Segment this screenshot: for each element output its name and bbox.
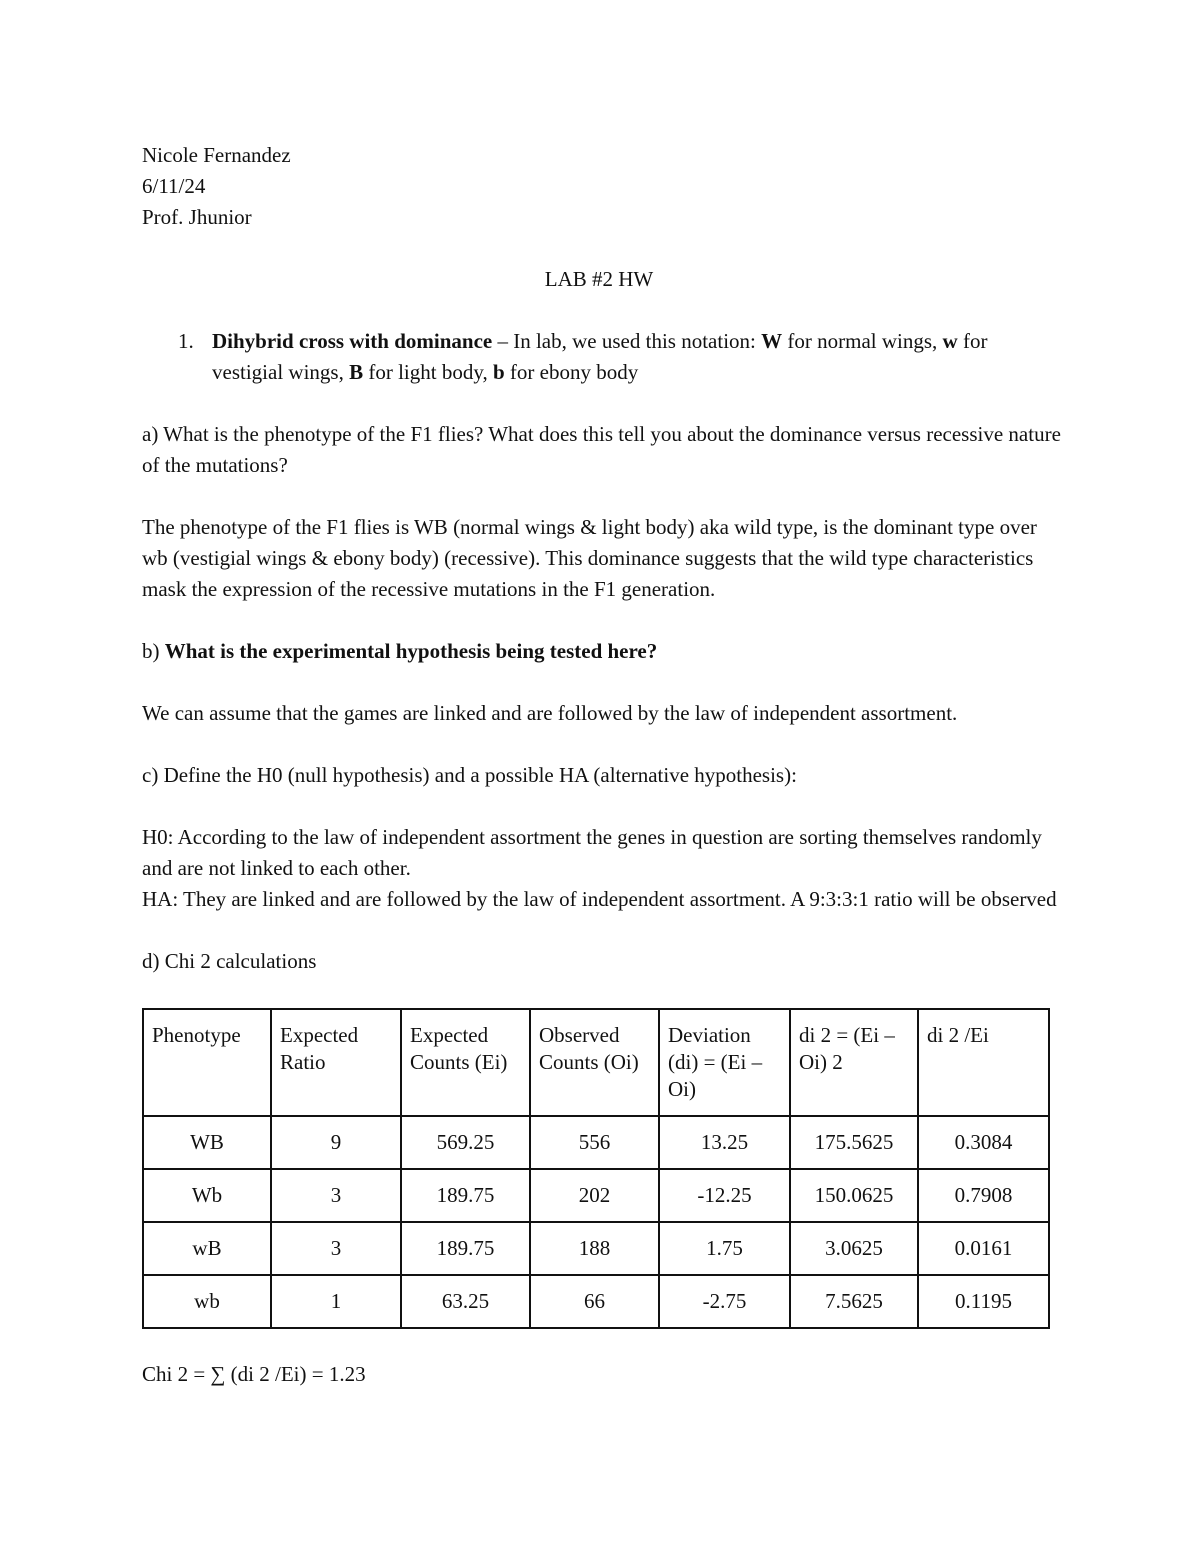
notation-B: B xyxy=(349,360,364,384)
part-a-question: a) What is the phenotype of the F1 flies? What does this tell you about the dominance versus recessive nature of the mutations? xyxy=(142,422,1061,477)
table-cell: WB xyxy=(143,1116,271,1169)
table-cell: 13.25 xyxy=(659,1116,790,1169)
part-b-question xyxy=(142,636,1062,667)
header-cell: Deviation (di) = (Ei – Oi) xyxy=(659,1009,790,1116)
table-cell: 3 xyxy=(271,1169,401,1222)
question-1-text-d: for light body, xyxy=(363,360,493,384)
header-cell: Expected Counts (Ei) xyxy=(401,1009,530,1116)
table-cell: -12.25 xyxy=(659,1169,790,1222)
h0-statement: H0: According to the law of independent assortment the genes in question are sorting themselves randomly and are not linked to each other. xyxy=(142,825,1042,880)
table-cell: 9 xyxy=(271,1116,401,1169)
table-cell: 1 xyxy=(271,1275,401,1328)
table-cell: 189.75 xyxy=(401,1222,530,1275)
table-cell: 3.0625 xyxy=(790,1222,918,1275)
table-cell: Wb xyxy=(143,1169,271,1222)
question-1-heading: Dihybrid cross with dominance xyxy=(212,329,493,353)
notation-b: b xyxy=(492,360,505,384)
table-header-row xyxy=(143,1009,1049,1116)
header-cell: Phenotype xyxy=(143,1009,271,1116)
part-a-answer: The phenotype of the F1 flies is WB (normal wings & light body) aka wild type, is the dominant type over wb (vestigial wings & ebony body) (recessive). This dominance suggests that the wild type characteristics mask the expression of the recessive mutations in the F1 generation. xyxy=(142,515,1037,601)
chi-square-table xyxy=(142,1008,1050,1329)
document-title: LAB #2 HW xyxy=(544,267,654,291)
table-row xyxy=(143,1169,1049,1222)
document-page xyxy=(142,140,1062,1390)
chi-square-sum: Chi 2 = ∑ (di 2 /Ei) = 1.23 xyxy=(142,1362,366,1386)
table-cell: 556 xyxy=(530,1116,659,1169)
table-cell: 175.5625 xyxy=(790,1116,918,1169)
table-cell: wB xyxy=(143,1222,271,1275)
header-block xyxy=(142,140,1062,233)
table-cell: -2.75 xyxy=(659,1275,790,1328)
table-cell: 0.3084 xyxy=(918,1116,1049,1169)
part-c-question: c) Define the H0 (null hypothesis) and a possible HA (alternative hypothesis): xyxy=(142,763,797,787)
notation-w: w xyxy=(942,329,958,353)
date: 6/11/24 xyxy=(142,174,206,198)
question-1-text-b: for normal wings, xyxy=(782,329,943,353)
table-cell: 66 xyxy=(530,1275,659,1328)
table-cell: 202 xyxy=(530,1169,659,1222)
table-cell: 150.0625 xyxy=(790,1169,918,1222)
header-cell: Observed Counts (Oi) xyxy=(530,1009,659,1116)
table-cell: 189.75 xyxy=(401,1169,530,1222)
professor-name: Prof. Jhunior xyxy=(142,205,252,229)
table-cell: wb xyxy=(143,1275,271,1328)
part-d-label: d) Chi 2 calculations xyxy=(142,949,317,973)
table-cell: 569.25 xyxy=(401,1116,530,1169)
table-cell: 0.0161 xyxy=(918,1222,1049,1275)
question-1-text-c: for vestigial wings, xyxy=(212,329,988,384)
table-cell: 0.7908 xyxy=(918,1169,1049,1222)
header-cell: Expected Ratio xyxy=(271,1009,401,1116)
question-1-number: 1. xyxy=(178,329,194,353)
header-cell: di 2 /Ei xyxy=(918,1009,1049,1116)
question-1-text-e: for ebony body xyxy=(504,360,639,384)
table-row xyxy=(143,1222,1049,1275)
table-cell: 63.25 xyxy=(401,1275,530,1328)
question-1 xyxy=(178,326,1062,388)
table-cell: 188 xyxy=(530,1222,659,1275)
table-cell: 7.5625 xyxy=(790,1275,918,1328)
table-cell: 0.1195 xyxy=(918,1275,1049,1328)
table-cell: 3 xyxy=(271,1222,401,1275)
notation-W: W xyxy=(761,329,783,353)
question-1-text xyxy=(212,326,1062,388)
student-name: Nicole Fernandez xyxy=(142,143,291,167)
table-row xyxy=(143,1275,1049,1328)
part-b-prefix: b) xyxy=(142,639,165,663)
header-cell: di 2 = (Ei – Oi) 2 xyxy=(790,1009,918,1116)
question-1-text-a: – In lab, we used this notation: xyxy=(492,329,762,353)
ha-statement: HA: They are linked and are followed by the law of independent assortment. A 9:3:3:1 ratio will be observed xyxy=(142,887,1057,911)
part-b-question-text: What is the experimental hypothesis being tested here? xyxy=(164,639,658,663)
table-cell: 1.75 xyxy=(659,1222,790,1275)
part-b-answer: We can assume that the games are linked and are followed by the law of independent assortment. xyxy=(142,701,958,725)
table-row xyxy=(143,1116,1049,1169)
